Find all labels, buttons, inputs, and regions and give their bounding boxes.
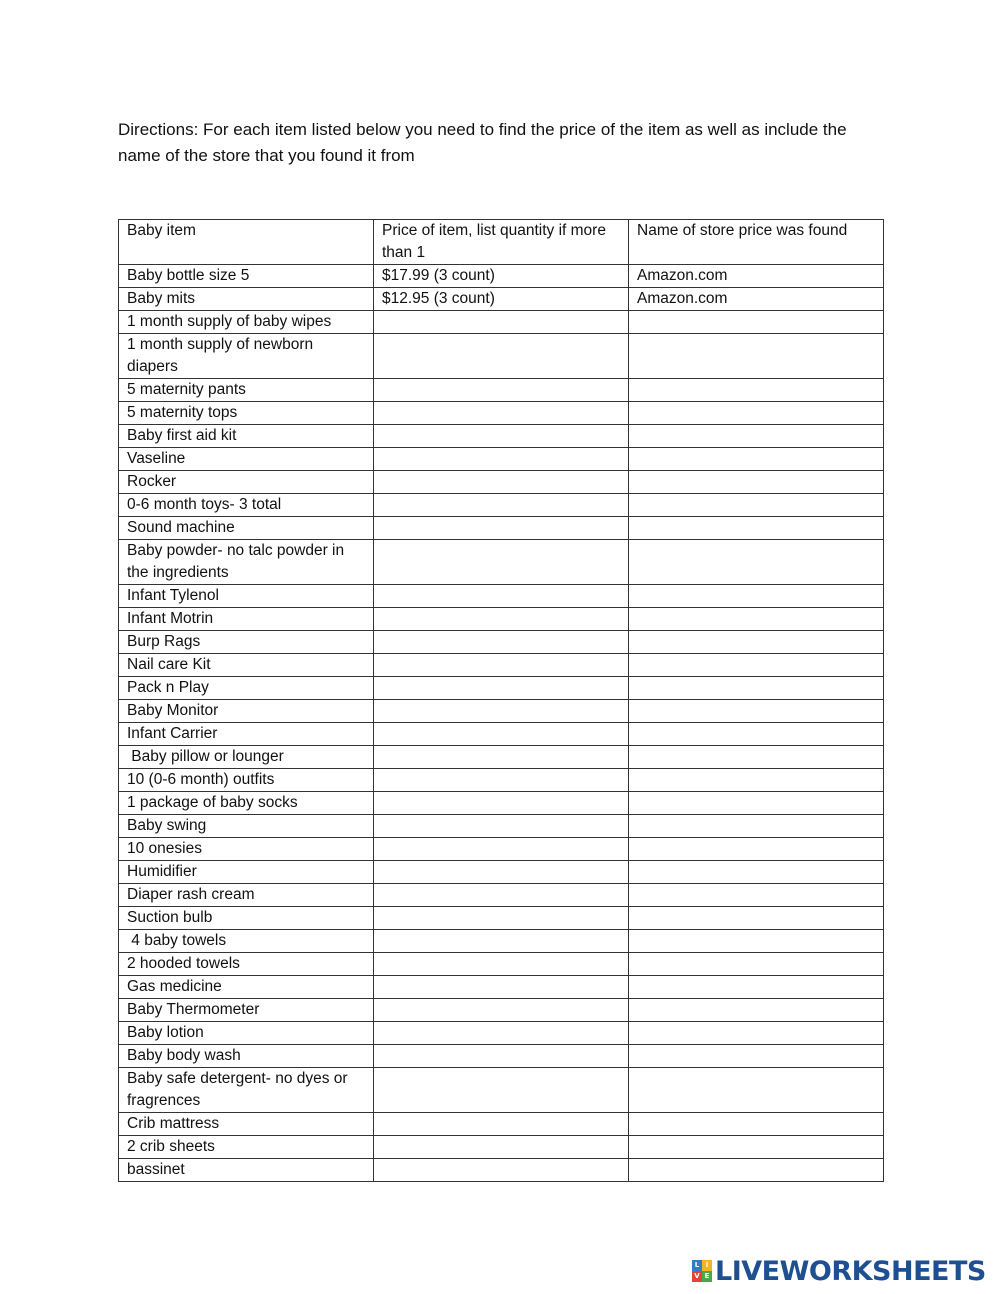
cell-baby-item: Infant Tylenol bbox=[119, 585, 374, 608]
table-row bbox=[119, 448, 884, 471]
cell-price[interactable] bbox=[374, 540, 629, 585]
cell-baby-item: Rocker bbox=[119, 471, 374, 494]
table-row bbox=[119, 425, 884, 448]
shopping-table bbox=[118, 219, 884, 1182]
cell-price[interactable]: $12.95 (3 count) bbox=[374, 288, 629, 311]
table-row bbox=[119, 585, 884, 608]
cell-store[interactable] bbox=[629, 631, 884, 654]
cell-store[interactable] bbox=[629, 402, 884, 425]
table-row bbox=[119, 792, 884, 815]
cell-price[interactable] bbox=[374, 585, 629, 608]
table-row bbox=[119, 1068, 884, 1113]
cell-price[interactable] bbox=[374, 334, 629, 379]
cell-price[interactable] bbox=[374, 402, 629, 425]
table-row bbox=[119, 769, 884, 792]
cell-store[interactable]: Amazon.com bbox=[629, 265, 884, 288]
cell-baby-item: Baby Monitor bbox=[119, 700, 374, 723]
cell-store[interactable] bbox=[629, 1113, 884, 1136]
table-row bbox=[119, 1045, 884, 1068]
cell-store[interactable] bbox=[629, 1022, 884, 1045]
cell-price[interactable] bbox=[374, 494, 629, 517]
cell-price[interactable] bbox=[374, 1136, 629, 1159]
cell-store[interactable] bbox=[629, 608, 884, 631]
cell-price[interactable] bbox=[374, 999, 629, 1022]
cell-store[interactable] bbox=[629, 700, 884, 723]
table-row bbox=[119, 288, 884, 311]
cell-baby-item: Baby Thermometer bbox=[119, 999, 374, 1022]
table-row bbox=[119, 815, 884, 838]
cell-baby-item: Baby safe detergent- no dyes or fragrences bbox=[119, 1068, 374, 1113]
cell-baby-item: Gas medicine bbox=[119, 976, 374, 999]
cell-store[interactable] bbox=[629, 999, 884, 1022]
cell-store[interactable] bbox=[629, 311, 884, 334]
table-row bbox=[119, 379, 884, 402]
cell-store[interactable] bbox=[629, 976, 884, 999]
table-row bbox=[119, 654, 884, 677]
cell-price[interactable] bbox=[374, 608, 629, 631]
table-row bbox=[119, 1113, 884, 1136]
cell-baby-item: Crib mattress bbox=[119, 1113, 374, 1136]
cell-price[interactable] bbox=[374, 953, 629, 976]
logo-mark-icon: L I V E bbox=[692, 1260, 712, 1282]
table-row bbox=[119, 976, 884, 999]
cell-store[interactable] bbox=[629, 1068, 884, 1113]
cell-baby-item: Baby pillow or lounger bbox=[119, 746, 374, 769]
cell-store[interactable] bbox=[629, 1045, 884, 1068]
table-row bbox=[119, 1159, 884, 1182]
cell-baby-item: Infant Motrin bbox=[119, 608, 374, 631]
cell-baby-item: 5 maternity pants bbox=[119, 379, 374, 402]
cell-store[interactable] bbox=[629, 746, 884, 769]
cell-price[interactable] bbox=[374, 631, 629, 654]
cell-store[interactable] bbox=[629, 379, 884, 402]
cell-store[interactable] bbox=[629, 723, 884, 746]
cell-price[interactable] bbox=[374, 884, 629, 907]
cell-store[interactable] bbox=[629, 494, 884, 517]
table-row bbox=[119, 608, 884, 631]
cell-store[interactable] bbox=[629, 448, 884, 471]
cell-baby-item: 1 month supply of newborn diapers bbox=[119, 334, 374, 379]
cell-store[interactable] bbox=[629, 1159, 884, 1182]
logo-text: LIVEWORKSHEETS bbox=[715, 1255, 986, 1287]
table-row bbox=[119, 494, 884, 517]
header-baby-item: Baby item bbox=[119, 220, 374, 265]
table-row bbox=[119, 884, 884, 907]
cell-store[interactable] bbox=[629, 769, 884, 792]
cell-baby-item: 0-6 month toys- 3 total bbox=[119, 494, 374, 517]
table-row bbox=[119, 907, 884, 930]
table-header-row bbox=[119, 220, 884, 265]
cell-price[interactable] bbox=[374, 311, 629, 334]
header-store: Name of store price was found bbox=[629, 220, 884, 265]
cell-price[interactable] bbox=[374, 1113, 629, 1136]
table-row bbox=[119, 540, 884, 585]
table-row bbox=[119, 1136, 884, 1159]
cell-store[interactable] bbox=[629, 585, 884, 608]
cell-baby-item: Vaseline bbox=[119, 448, 374, 471]
table-row bbox=[119, 677, 884, 700]
cell-baby-item: Baby mits bbox=[119, 288, 374, 311]
cell-price[interactable] bbox=[374, 746, 629, 769]
cell-price[interactable] bbox=[374, 976, 629, 999]
table-row bbox=[119, 265, 884, 288]
table-row bbox=[119, 631, 884, 654]
cell-baby-item: Diaper rash cream bbox=[119, 884, 374, 907]
cell-price[interactable] bbox=[374, 723, 629, 746]
cell-store[interactable] bbox=[629, 884, 884, 907]
cell-price[interactable] bbox=[374, 792, 629, 815]
cell-price[interactable] bbox=[374, 1022, 629, 1045]
cell-price[interactable] bbox=[374, 471, 629, 494]
cell-store[interactable] bbox=[629, 517, 884, 540]
cell-price[interactable] bbox=[374, 930, 629, 953]
cell-store[interactable] bbox=[629, 425, 884, 448]
cell-price[interactable] bbox=[374, 700, 629, 723]
cell-store[interactable]: Amazon.com bbox=[629, 288, 884, 311]
cell-price[interactable] bbox=[374, 1045, 629, 1068]
cell-baby-item: Baby bottle size 5 bbox=[119, 265, 374, 288]
table-row bbox=[119, 471, 884, 494]
cell-baby-item: Nail care Kit bbox=[119, 654, 374, 677]
table-row bbox=[119, 838, 884, 861]
cell-price[interactable] bbox=[374, 1159, 629, 1182]
cell-baby-item: 5 maternity tops bbox=[119, 402, 374, 425]
cell-store[interactable] bbox=[629, 471, 884, 494]
table-row bbox=[119, 517, 884, 540]
cell-price[interactable] bbox=[374, 425, 629, 448]
cell-baby-item: 1 month supply of baby wipes bbox=[119, 311, 374, 334]
cell-price[interactable] bbox=[374, 861, 629, 884]
table-row bbox=[119, 746, 884, 769]
cell-baby-item: Baby body wash bbox=[119, 1045, 374, 1068]
cell-baby-item: Baby first aid kit bbox=[119, 425, 374, 448]
cell-baby-item: 10 (0-6 month) outfits bbox=[119, 769, 374, 792]
table-row bbox=[119, 700, 884, 723]
cell-price[interactable] bbox=[374, 654, 629, 677]
table-row bbox=[119, 723, 884, 746]
cell-price[interactable] bbox=[374, 838, 629, 861]
cell-price[interactable] bbox=[374, 448, 629, 471]
cell-baby-item: Baby swing bbox=[119, 815, 374, 838]
cell-price[interactable] bbox=[374, 379, 629, 402]
cell-baby-item: Pack n Play bbox=[119, 677, 374, 700]
cell-store[interactable] bbox=[629, 815, 884, 838]
cell-price[interactable] bbox=[374, 677, 629, 700]
cell-store[interactable] bbox=[629, 907, 884, 930]
cell-baby-item: Burp Rags bbox=[119, 631, 374, 654]
cell-price[interactable] bbox=[374, 907, 629, 930]
cell-baby-item: Infant Carrier bbox=[119, 723, 374, 746]
cell-store[interactable] bbox=[629, 953, 884, 976]
cell-baby-item: Suction bulb bbox=[119, 907, 374, 930]
cell-baby-item: Baby powder- no talc powder in the ingredients bbox=[119, 540, 374, 585]
table-row bbox=[119, 1022, 884, 1045]
cell-store[interactable] bbox=[629, 654, 884, 677]
cell-baby-item: Humidifier bbox=[119, 861, 374, 884]
cell-store[interactable] bbox=[629, 838, 884, 861]
cell-baby-item: bassinet bbox=[119, 1159, 374, 1182]
cell-price[interactable]: $17.99 (3 count) bbox=[374, 265, 629, 288]
cell-baby-item: 2 hooded towels bbox=[119, 953, 374, 976]
cell-price[interactable] bbox=[374, 517, 629, 540]
table-row bbox=[119, 930, 884, 953]
table-row bbox=[119, 334, 884, 379]
cell-baby-item: Sound machine bbox=[119, 517, 374, 540]
cell-baby-item: 1 package of baby socks bbox=[119, 792, 374, 815]
table-row bbox=[119, 311, 884, 334]
cell-price[interactable] bbox=[374, 769, 629, 792]
cell-store[interactable] bbox=[629, 677, 884, 700]
cell-store[interactable] bbox=[629, 1136, 884, 1159]
cell-store[interactable] bbox=[629, 792, 884, 815]
cell-baby-item: 4 baby towels bbox=[119, 930, 374, 953]
table-row bbox=[119, 953, 884, 976]
cell-baby-item: 10 onesies bbox=[119, 838, 374, 861]
table-row bbox=[119, 402, 884, 425]
cell-baby-item: 2 crib sheets bbox=[119, 1136, 374, 1159]
cell-store[interactable] bbox=[629, 930, 884, 953]
table-row bbox=[119, 999, 884, 1022]
cell-baby-item: Baby lotion bbox=[119, 1022, 374, 1045]
cell-store[interactable] bbox=[629, 540, 884, 585]
cell-store[interactable] bbox=[629, 334, 884, 379]
table-body bbox=[119, 265, 884, 1182]
header-price: Price of item, list quantity if more than 1 bbox=[374, 220, 629, 265]
cell-store[interactable] bbox=[629, 861, 884, 884]
liveworksheets-logo bbox=[692, 1256, 986, 1286]
cell-price[interactable] bbox=[374, 1068, 629, 1113]
table-row bbox=[119, 861, 884, 884]
cell-price[interactable] bbox=[374, 815, 629, 838]
directions-text: Directions: For each item listed below you need to find the price of the item as well as include the name of the store that you found it from bbox=[118, 120, 847, 165]
